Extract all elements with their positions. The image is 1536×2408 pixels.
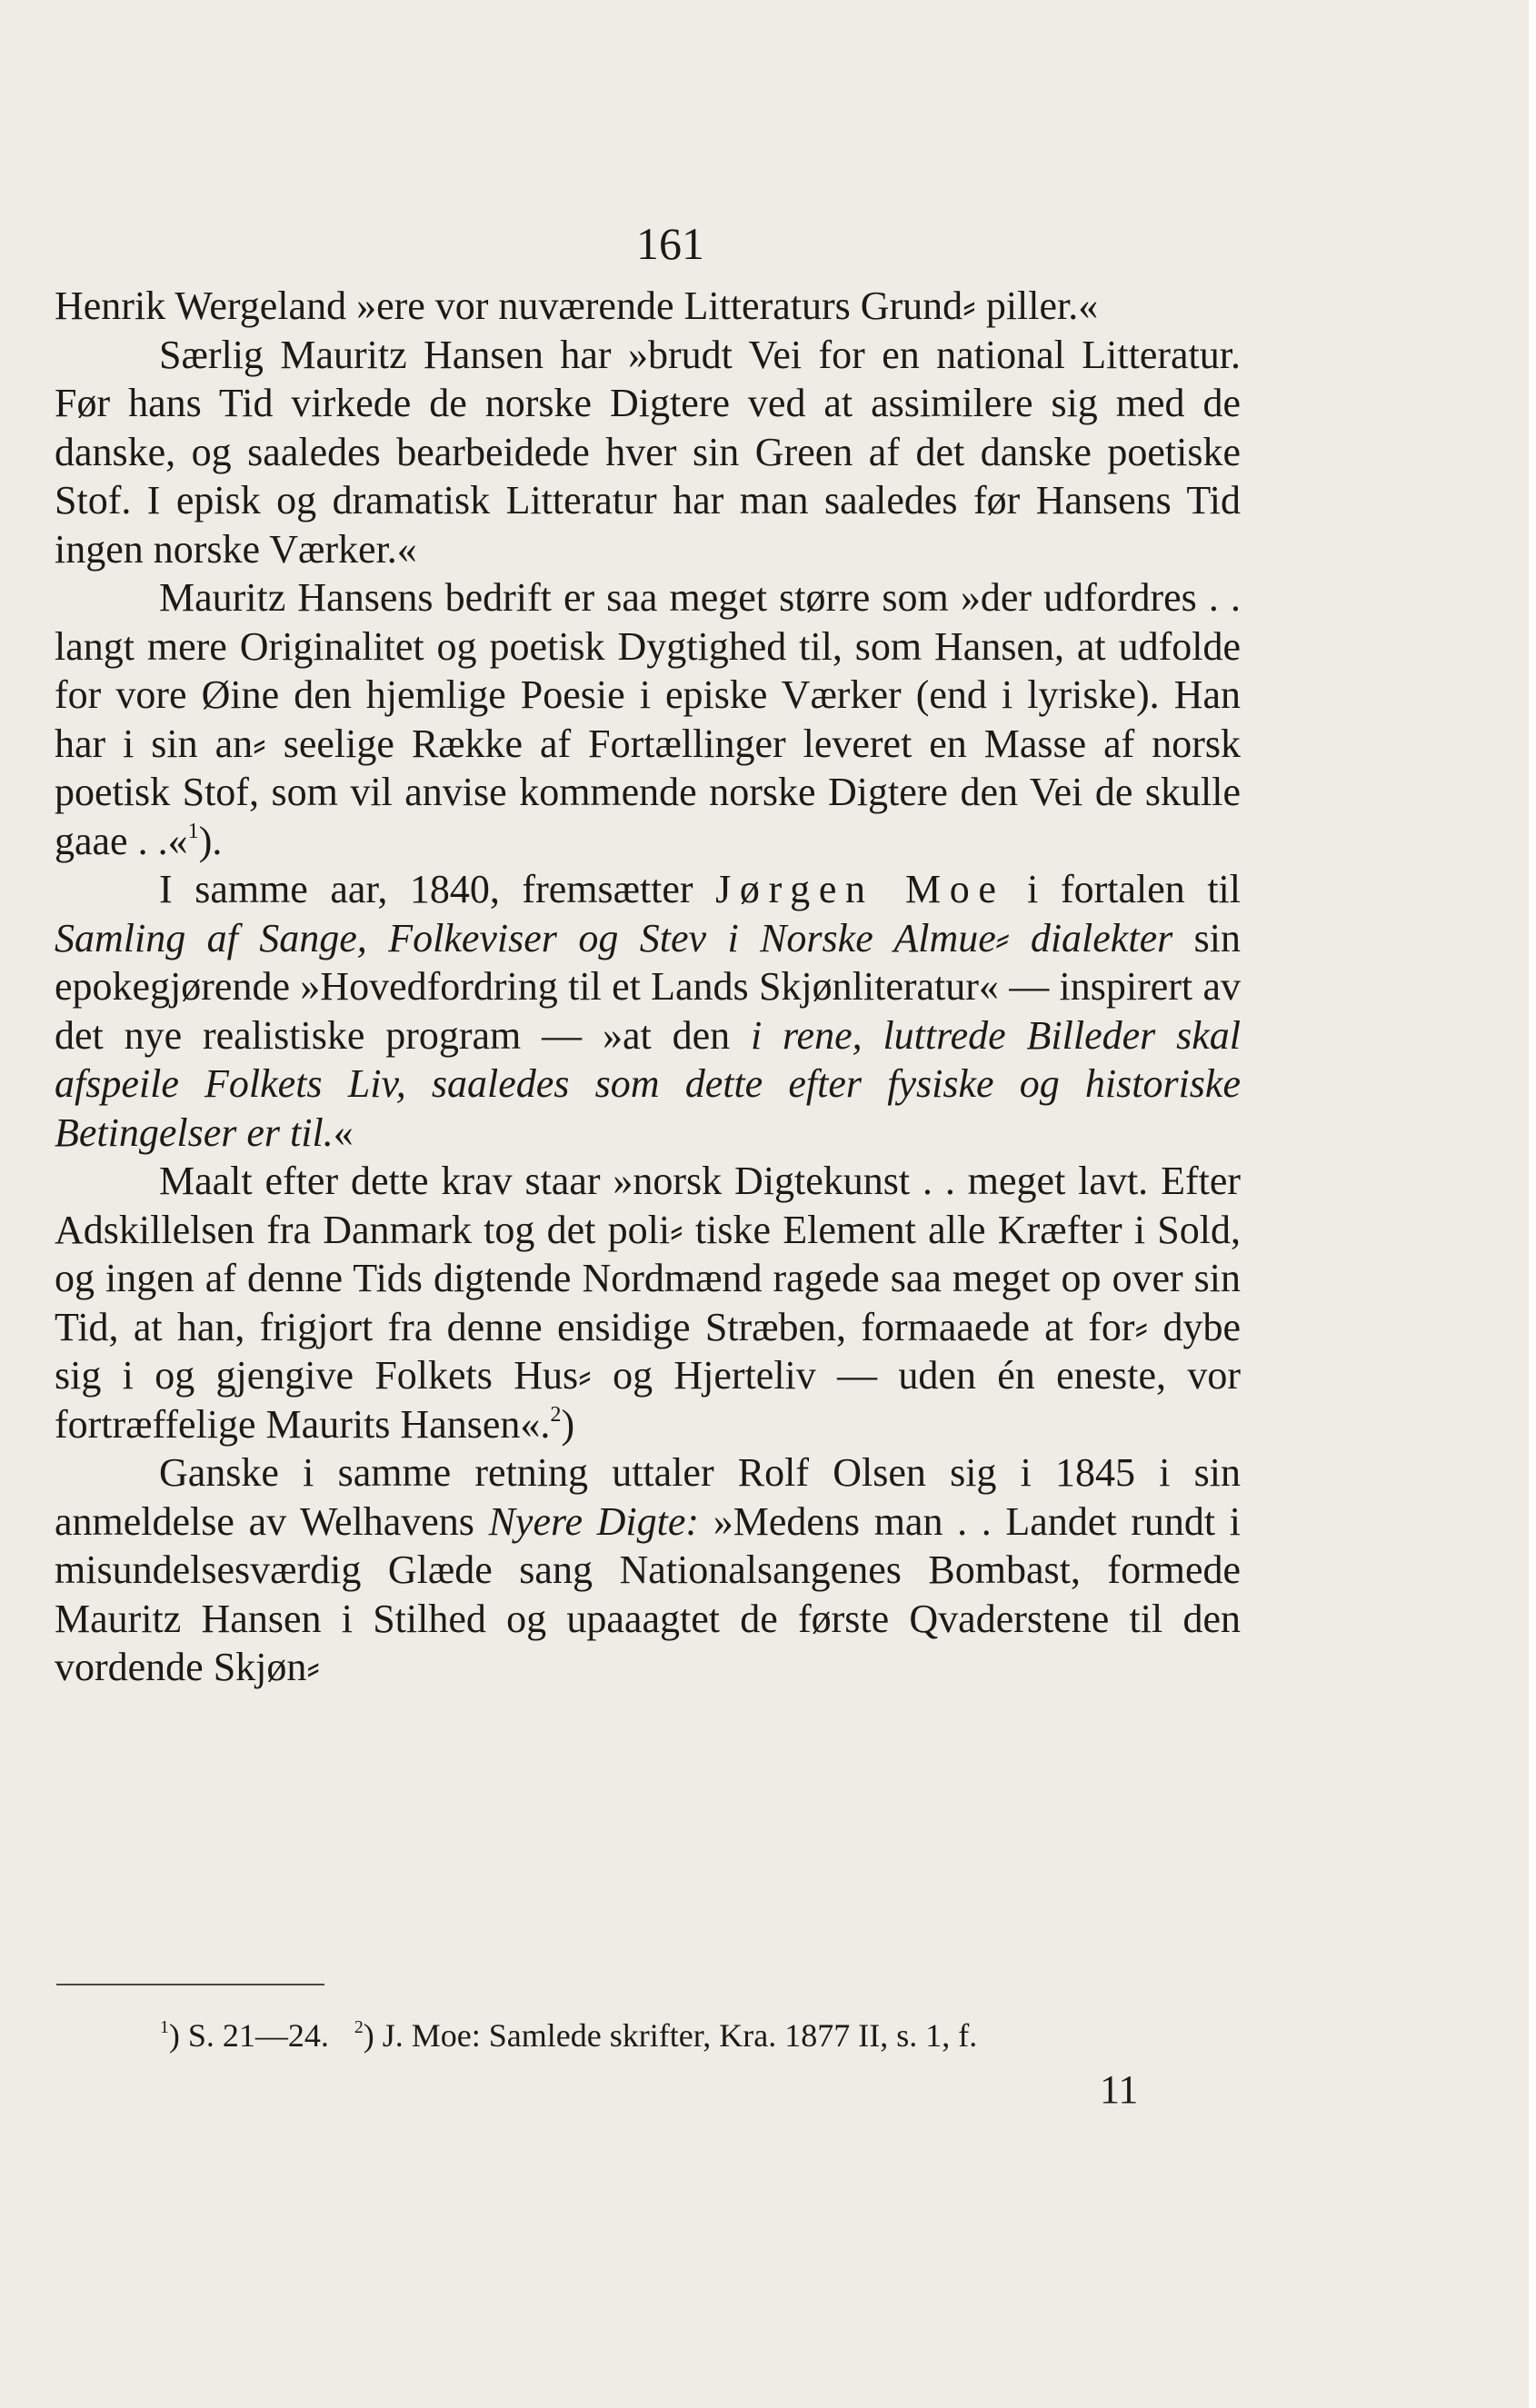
text-run: sin epokegjørende »Hovedfordring til et Lands Skjønliteratur« — inspirert av det nye realistiske program — »at den	[55, 915, 1241, 1058]
paragraph	[55, 282, 1241, 331]
text-run: Maalt efter dette krav staar »norsk Digtekunst . . meget lavt. Efter Adskillelsen fra Danmark tog det poli⸗ tiske Element alle Kræfter i Sold, og ingen af denne Tids digtende Nordmænd ragede saa meget op over sin Tid, at han, frigjort fra denne ensidige Stræben, formaaede at for⸗ dybe sig i og gjengive Folkets Hus⸗ og Hjerteliv — uden én eneste, vor fortræffelige Maurits Hansen«.	[55, 1159, 1241, 1447]
footnote-ref: 2	[550, 1401, 562, 1427]
paragraph	[55, 331, 1241, 574]
signature-mark: 11	[1100, 2067, 1139, 2112]
paragraph	[55, 1448, 1241, 1692]
text-run: i fortalen til	[1004, 867, 1241, 911]
paragraph	[55, 865, 1241, 1157]
text-run: ).	[198, 818, 223, 863]
footnote-mark: 1	[160, 2017, 169, 2038]
text-run: Særlig Mauritz Hansen har »brudt Vei for en national Litteratur. Før hans Tid virkede de norske Digtere ved at assimilere sig med de danske, og saaledes bearbeidede hver sin Green af det danske poetiske Stof. I episk og dramatisk Litteratur har man saaledes før Hansens Tid ingen norske Værker.«	[55, 332, 1241, 572]
footnote-ref: 1	[187, 818, 199, 843]
body-text	[55, 282, 1241, 1692]
text-run: )	[561, 1401, 575, 1447]
footnote-text: ) S. 21—24.	[168, 2017, 329, 2054]
spaced-name: Jørgen Moe	[715, 867, 1005, 911]
text-run: «	[333, 1109, 354, 1155]
italic-title: i rene, luttrede Billeder skal afspeile Folkets Liv, saaledes som dette efter fysiske og historiske Betingelser er til.	[55, 1012, 1241, 1155]
text-run: Ganske i samme retning uttaler Rolf Olsen sig i 1845 i sin anmeldelse av Welhavens	[55, 1450, 1241, 1544]
footnote	[160, 2017, 329, 2054]
page-number: 161	[636, 218, 704, 269]
footnotes	[160, 2015, 1251, 2055]
footnote-mark: 2	[354, 2017, 364, 2038]
italic-title: Samling af Sange, Folkeviser og Stev i Norske Almue⸗ dialekter	[55, 915, 1173, 960]
text-run: Mauritz Hansens bedrift er saa meget større som »der udfordres . . langt mere Originalitet og poetisk Dygtighed til, som Hansen, at udfolde for vore Øine den hjemlige Poesie i episke Værker (end i lyriske). Han har i sin an⸗ seelige Række af Fortællinger leveret en Masse af norsk poetisk Stof, som vil anvise kommende norske Digtere den Vei de skulle gaae . .«	[55, 575, 1241, 863]
footnote	[354, 2017, 977, 2054]
paragraph	[55, 1157, 1241, 1448]
footnote-text: ) J. Moe: Samlede skrifter, Kra. 1877 II, s. 1, f.	[363, 2017, 978, 2054]
text-run: »Medens man . . Landet rundt i misundelsesværdig Glæde sang Nationalsangenes Bombast, formede Mauritz Hansen i Stilhed og upaaagtet de første Qvaderstene til den vordende Skjøn⸗	[55, 1498, 1242, 1689]
paragraph	[55, 573, 1241, 865]
footnote-divider	[56, 1984, 324, 1985]
italic-title: Nyere Digte:	[488, 1498, 700, 1544]
text-run: I samme aar, 1840, fremsætter	[159, 867, 716, 911]
text-run: Henrik Wergeland »ere vor nuværende Litteraturs Grund⸗ piller.«	[55, 284, 1099, 328]
